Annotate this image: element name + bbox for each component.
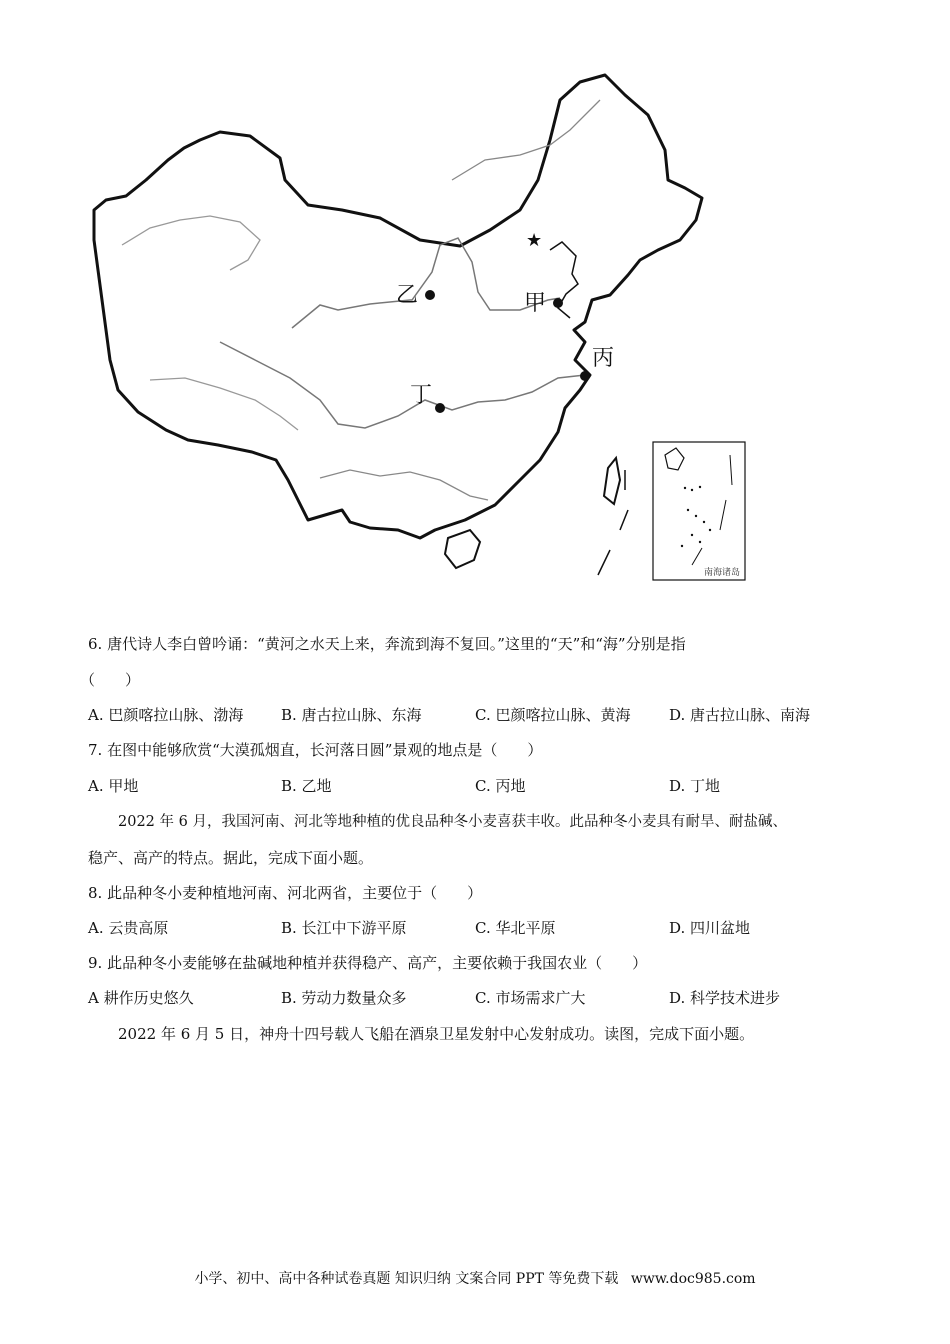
label-bing: 丙	[592, 346, 615, 371]
label-jia: 甲	[524, 291, 547, 316]
q6-option-b: B. 唐古拉山脉、东海	[281, 706, 422, 724]
q6-option-c: C. 巴颜喀拉山脉、黄海	[475, 706, 631, 724]
intro1-line2: 稳产、高产的特点。据此，完成下面小题。	[88, 849, 374, 867]
footer-text: 小学、初中、高中各种试卷真题 知识归纳 文案合同 PPT 等免费下载	[194, 1271, 619, 1287]
q8-option-a: A. 云贵高原	[88, 919, 169, 937]
china-map	[80, 60, 760, 590]
point-yi	[425, 290, 435, 300]
hainan-island	[445, 530, 480, 568]
point-ding	[435, 403, 445, 413]
taiwan-island	[604, 458, 620, 504]
tarim-river	[122, 216, 260, 270]
q7-stem: 7. 在图中能够欣赏“大漠孤烟直，长河落日圆”景观的地点是（ ）	[88, 741, 543, 759]
q6-option-d: D. 唐古拉山脉、南海	[669, 706, 811, 724]
q9-option-b: B. 劳动力数量众多	[281, 989, 407, 1007]
q6-option-a: A. 巴颜喀拉山脉、渤海	[88, 706, 244, 724]
q9-stem: 9. 此品种冬小麦能够在盐碱地种植并获得稳产、高产，主要依赖于我国农业（ ）	[88, 954, 648, 972]
q8-option-b: B. 长江中下游平原	[281, 919, 407, 937]
heilongjiang-river	[452, 100, 600, 180]
inset-label: 南海诸岛	[704, 568, 741, 578]
point-bing	[580, 371, 590, 381]
bohai-coast	[550, 242, 578, 318]
label-ding: 丁	[410, 383, 433, 408]
label-yi: 乙	[396, 283, 419, 308]
yellow-river	[292, 238, 560, 328]
yarlung-river	[150, 378, 298, 430]
capital-star-icon: ★	[526, 230, 543, 251]
point-jia	[553, 298, 563, 308]
q8-option-d: D. 四川盆地	[669, 919, 751, 937]
intro1-line1: 2022 年 6 月，我国河南、河北等地种植的优良品种冬小麦喜获丰收。此品种冬小麦具有耐旱、耐盐碱、	[118, 814, 787, 830]
q9-option-d: D. 科学技术进步	[669, 989, 781, 1007]
q8-option-c: C. 华北平原	[475, 919, 556, 937]
yangtze-river	[220, 342, 585, 428]
east-islands	[598, 470, 628, 575]
q7-option-a: A. 甲地	[88, 777, 139, 795]
q7-option-b: B. 乙地	[281, 777, 332, 795]
q7-option-d: D. 丁地	[669, 777, 721, 795]
south-china-sea-inset	[653, 442, 745, 580]
q7-option-c: C. 丙地	[475, 777, 526, 795]
pearl-river	[320, 470, 488, 500]
q9-option-a: A 耕作历史悠久	[88, 989, 194, 1007]
q9-option-c: C. 市场需求广大	[475, 989, 586, 1007]
q6-stem: 6. 唐代诗人李白曾吟诵：“黄河之水天上来，奔流到海不复回。”这里的“天”和“海”分别是指	[88, 635, 686, 653]
q6-paren: （ ）	[80, 671, 141, 689]
page-footer	[0, 1268, 950, 1288]
q8-stem: 8. 此品种冬小麦种植地河南、河北两省，主要位于（ ）	[88, 884, 483, 902]
intro2-line1: 2022 年 6 月 5 日，神舟十四号载人飞船在酒泉卫星发射中心发射成功。读图，完成下面小题。	[118, 1025, 755, 1043]
footer-url[interactable]: www.doc985.com	[630, 1271, 756, 1287]
